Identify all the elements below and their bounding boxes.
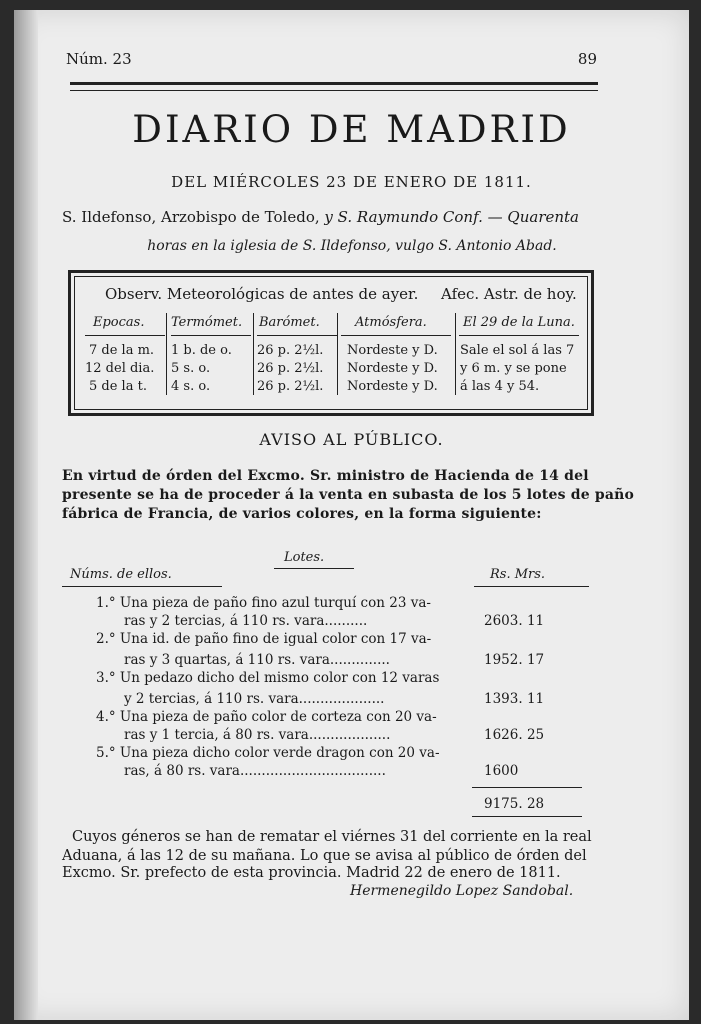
col-rule xyxy=(341,335,451,336)
nums-header: Núms. de ellos. xyxy=(70,567,172,582)
issue-number: Núm. 23 xyxy=(66,50,132,68)
meteo-cell: 5 de la t. xyxy=(89,379,147,394)
total-rule xyxy=(472,816,582,817)
header-underline xyxy=(274,568,354,569)
newspaper-page xyxy=(14,10,689,1020)
closing-line: Excmo. Sr. prefecto de esta provincia. Madrid 22 de enero de 1811. xyxy=(62,865,561,881)
lotes-header: Lotes. xyxy=(284,550,325,565)
date-line: DEL MIÉRCOLES 23 DE ENERO DE 1811. xyxy=(171,173,532,191)
column-divider xyxy=(455,313,456,395)
page-number: 89 xyxy=(577,50,597,68)
col-rule xyxy=(85,335,165,336)
intro-line: presente se ha de proceder á la venta en subasta de los 5 lotes de paño xyxy=(62,487,635,503)
closing-line: Cuyos géneros se han de rematar el viérnes 31 del corriente en la real xyxy=(72,829,592,845)
col-barometro: Barómet. xyxy=(259,315,320,330)
column-divider xyxy=(166,313,167,395)
col-rule xyxy=(171,335,251,336)
meteo-cell: Nordeste y D. xyxy=(347,361,438,376)
header-underline xyxy=(474,586,589,587)
col-luna: El 29 de la Luna. xyxy=(463,315,575,330)
meteo-cell: 5 s. o. xyxy=(171,361,211,376)
header-underline xyxy=(62,586,222,587)
meteo-cell: y 6 m. y se pone xyxy=(460,361,567,376)
lot-price: 1600 xyxy=(484,763,519,779)
lot-line: 3.° Un pedazo dicho del mismo color con 12 varas xyxy=(96,670,440,686)
saints-line-2: horas en la iglesia de S. Ildefonso, vulgo S. Antonio Abad. xyxy=(147,238,557,254)
col-rule xyxy=(459,335,579,336)
meteo-cell: 7 de la m. xyxy=(89,343,155,358)
closing-line: Aduana, á las 12 de su mañana. Lo que se avisa al público de órden del xyxy=(62,848,587,864)
meteo-cell: Nordeste y D. xyxy=(347,379,438,394)
lot-line: 2.° Una id. de paño fino de igual color con 17 va- xyxy=(96,631,432,647)
lot-price: 2603. 11 xyxy=(484,613,545,629)
meteo-cell: 1 b. de o. xyxy=(171,343,232,358)
col-termometro: Termómet. xyxy=(171,315,243,330)
header-rule xyxy=(70,82,598,91)
column-divider xyxy=(337,313,338,395)
total-rule xyxy=(472,787,582,788)
col-epocas: Epocas. xyxy=(93,315,145,330)
signature: Hermenegildo Lopez Sandobal. xyxy=(350,883,574,899)
binding-edge xyxy=(14,10,38,1020)
lot-line: 1.° Una pieza de paño fino azul turquí con 23 va- xyxy=(96,595,431,611)
rs-mrs-header: Rs. Mrs. xyxy=(490,567,546,582)
lot-line: ras y 1 tercia, á 80 rs. vara................... xyxy=(124,727,391,743)
total-price: 9175. 28 xyxy=(484,796,545,812)
lot-line: ras y 3 quartas, á 110 rs. vara.............. xyxy=(124,652,390,668)
saints-line-1a: S. Ildefonso, Arzobispo de Toledo, xyxy=(62,208,320,226)
meteo-cell: á las 4 y 54. xyxy=(460,379,540,394)
lot-line: ras, á 80 rs. vara.................................. xyxy=(124,763,386,779)
lot-line: ras y 2 tercias, á 110 rs. vara.......... xyxy=(124,613,368,629)
lot-line: 4.° Una pieza de paño color de corteza con 20 va- xyxy=(96,709,437,725)
column-divider xyxy=(253,313,254,395)
meteo-cell: 4 s. o. xyxy=(171,379,211,394)
intro-line: fábrica de Francia, de varios colores, en la forma siguiente: xyxy=(62,506,542,522)
meteo-cell: 26 p. 2½l. xyxy=(257,379,324,394)
meteo-cell: 12 del dia. xyxy=(85,361,155,376)
intro-line: En virtud de órden del Excmo. Sr. ministro de Hacienda de 14 del xyxy=(62,468,589,484)
meteo-cell: 26 p. 2½l. xyxy=(257,361,324,376)
meteo-heading-right: Afec. Astr. de hoy. xyxy=(441,285,577,303)
saints-line-1 xyxy=(62,208,642,226)
meteo-heading-left: Observ. Meteorológicas de antes de ayer. xyxy=(105,285,419,303)
saints-line-1b: y S. Raymundo Conf. — Quarenta xyxy=(324,208,579,226)
lot-price: 1393. 11 xyxy=(484,691,545,707)
lot-line: y 2 tercias, á 110 rs. vara.................... xyxy=(124,691,385,707)
lot-line: 5.° Una pieza dicho color verde dragon con 20 va- xyxy=(96,745,440,761)
meteo-cell: Nordeste y D. xyxy=(347,343,438,358)
masthead-title: DIARIO DE MADRID xyxy=(132,108,571,151)
meteo-cell: 26 p. 2½l. xyxy=(257,343,324,358)
lot-price: 1626. 25 xyxy=(484,727,545,743)
aviso-title: AVISO AL PÚBLICO. xyxy=(259,430,444,449)
lot-price: 1952. 17 xyxy=(484,652,545,668)
col-rule xyxy=(257,335,337,336)
meteo-table xyxy=(68,270,594,416)
meteo-cell: Sale el sol á las 7 xyxy=(460,343,575,358)
col-atmosfera: Atmósfera. xyxy=(355,315,427,330)
